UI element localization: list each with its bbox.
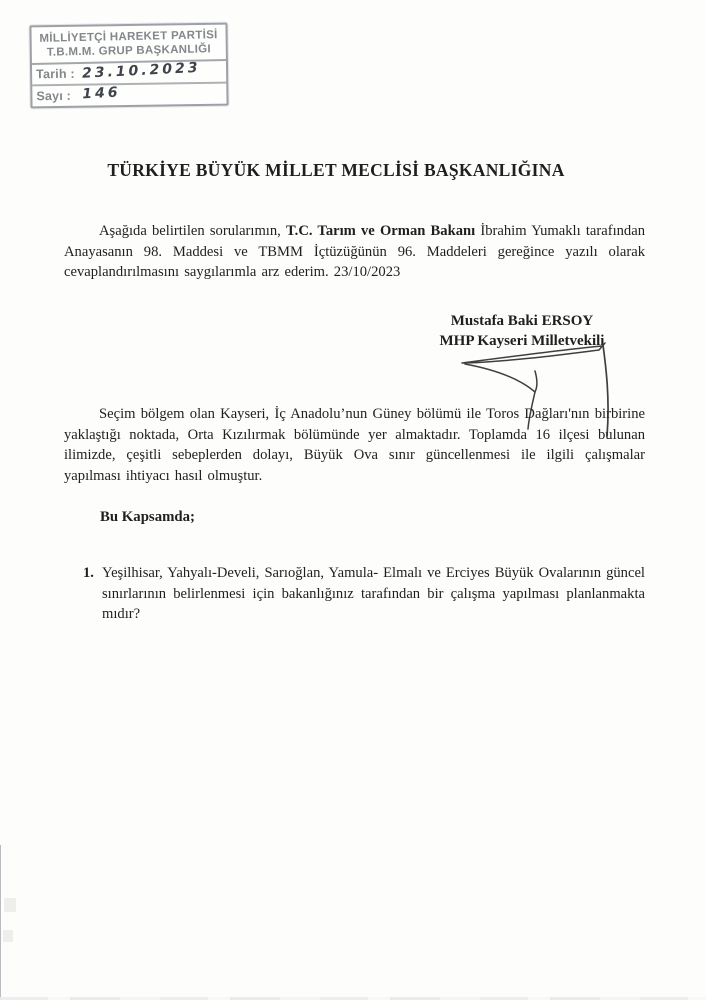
stamp-org-line2: T.B.M.M. GRUP BAŞKANLIĞI: [46, 43, 212, 59]
section-heading: Bu Kapsamda;: [100, 509, 195, 525]
stamp-number-handwritten: 146: [81, 84, 121, 103]
document-title: TÜRKİYE BÜYÜK MİLLET MECLİSİ BAŞKANLIĞINA: [107, 160, 565, 180]
signature-block: [412, 311, 632, 351]
signer-title: MHP Kayseri Milletvekili: [439, 333, 605, 349]
scan-artifact-smudge: [4, 898, 16, 912]
paragraph-request-minister-bold: T.C. Tarım ve Orman Bakanı: [286, 223, 476, 239]
question-item-1: [83, 563, 645, 625]
question-number: 1.: [83, 565, 94, 581]
stamp-header: [31, 24, 226, 65]
signer-name: Mustafa Baki ERSOY: [450, 313, 594, 329]
paragraph-request-rest: İbrahim Yumaklı tarafından Anayasanın 98. Maddesi ve TBMM İçtüzüğünün 96. Maddeleri gereğince yazılı olarak cevaplandırılmasını saygılarımla arz ederim. 23/10/2023: [64, 223, 645, 281]
party-stamp: [29, 23, 228, 109]
stamp-date-row: [32, 59, 226, 85]
scan-artifact-smudge: [3, 930, 13, 942]
stamp-org-line1: MİLLİYETÇİ HAREKET PARTİSİ: [39, 29, 218, 45]
stamp-number-label: Sayı :: [36, 88, 72, 104]
question-text: Yeşilhisar, Yahyalı-Develi, Sarıoğlan, Yamula- Elmalı ve Erciyes Büyük Ovalarının güncel sınırlarının belirlenmesi için bakanlığınız tarafından bir çalışma yapılması planlanmakta mıdır?: [102, 565, 645, 623]
stamp-number-row: [32, 82, 226, 107]
scan-artifact-left-edge: [0, 845, 1, 1000]
paragraph-district: Seçim bölgem olan Kayseri, İç Anadolu’nun Güney bölümü ile Toros Dağları'nın birbirine yaklaştığı noktada, Orta Kızılırmak bölümünde yer almaktadır. Toplamda 16 ilçesi bulunan ilimizde, çeşitli sebeplerden dolayı, Büyük Ova sınır güncellenmesi ile ilgili çalışmalar yapılması ihtiyacı hasıl olmuştur.: [64, 406, 645, 484]
paragraph-request: [64, 221, 645, 283]
stamp-date-handwritten: 23.10.2023: [81, 59, 201, 82]
paragraph-request-lead: Aşağıda belirtilen sorularımın,: [99, 223, 287, 239]
stamp-date-label: Tarih :: [36, 66, 75, 82]
